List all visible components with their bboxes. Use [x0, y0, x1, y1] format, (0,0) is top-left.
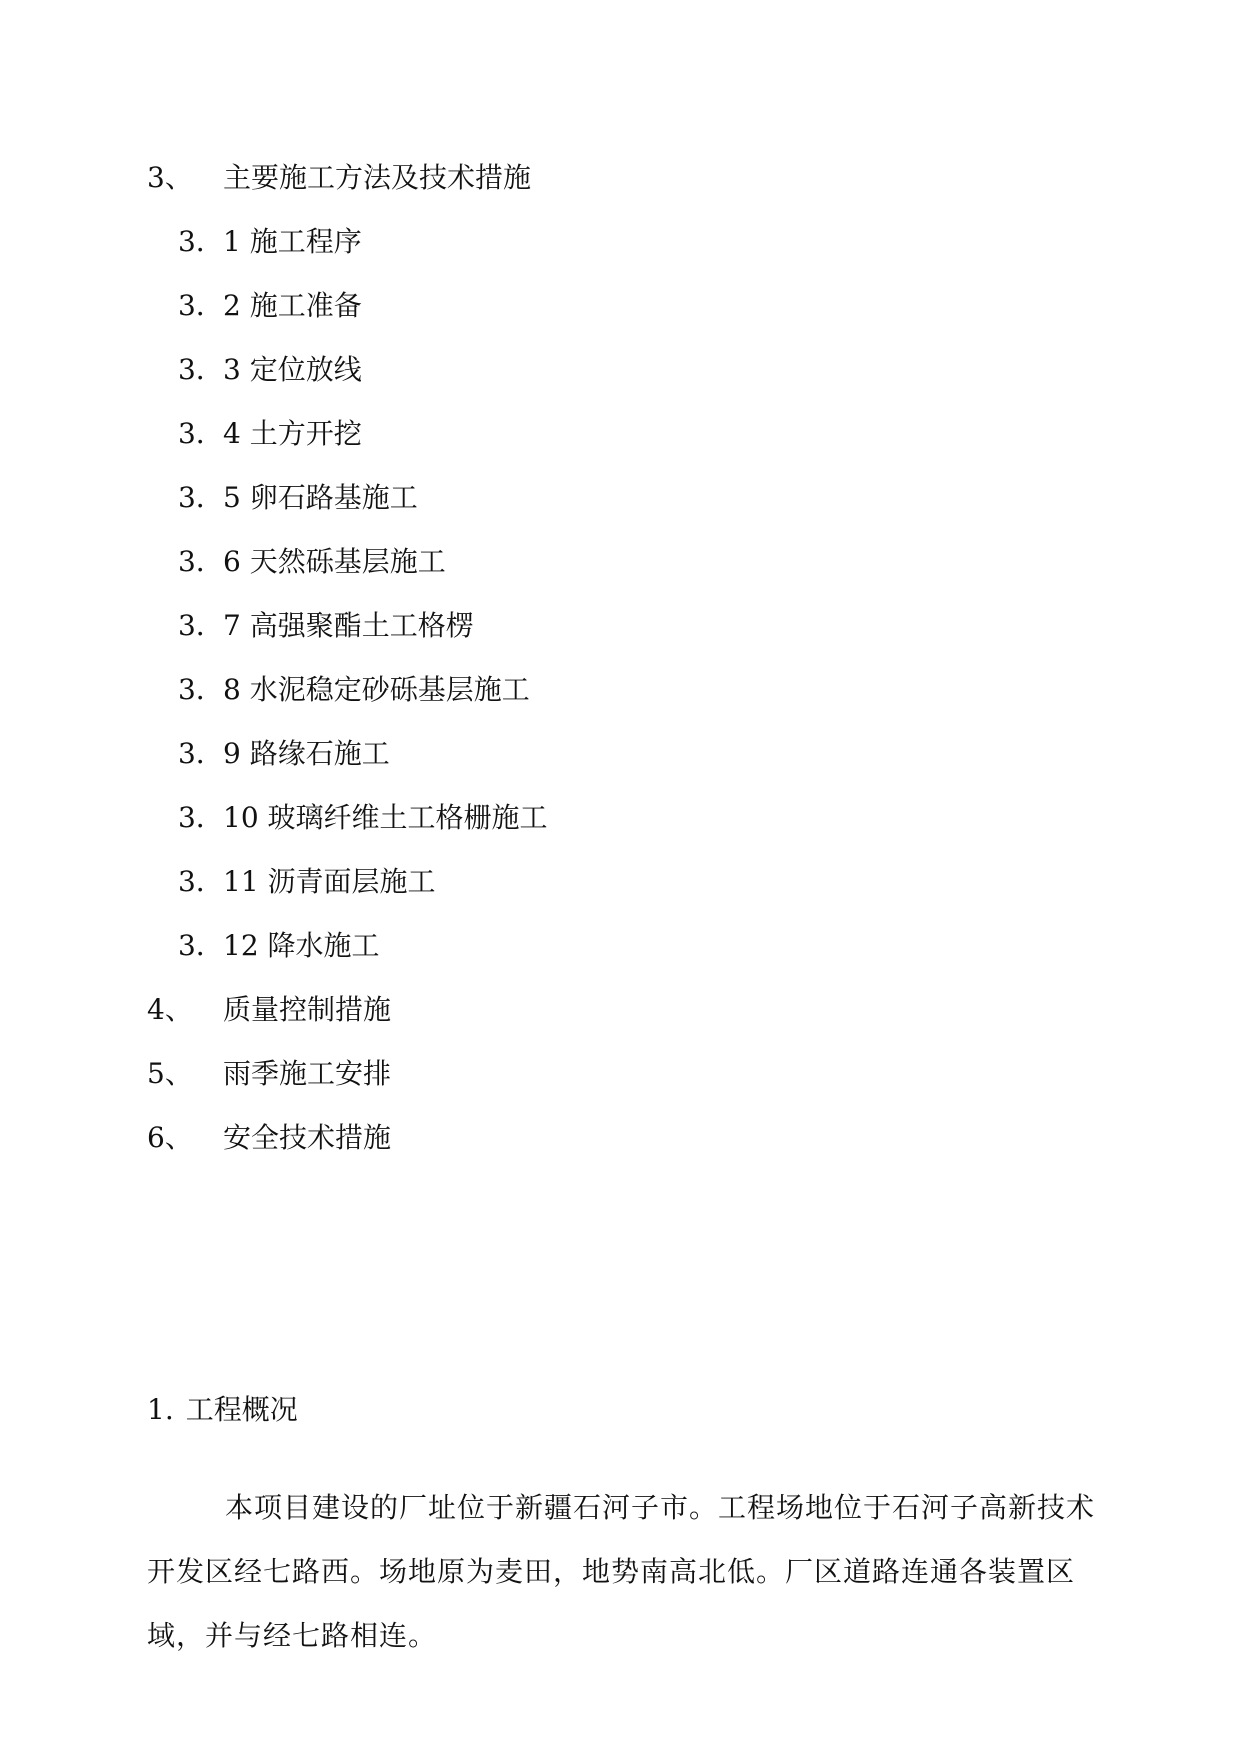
toc-item-number: 3． [178, 481, 224, 514]
toc-item-text: 9 路缘石施工 [223, 737, 390, 770]
toc-item-text: 主要施工方法及技术措施 [223, 161, 532, 194]
toc-item-number: 3． [178, 929, 224, 962]
toc-item-text: 11 沥青面层施工 [223, 865, 436, 898]
toc-item-number: 6、 [147, 1121, 193, 1154]
toc-item-text: 3 定位放线 [223, 353, 362, 386]
toc-item-number: 3． [178, 545, 224, 578]
toc-item-number: 3． [178, 673, 224, 706]
toc-item-text: 质量控制措施 [223, 993, 392, 1026]
toc-item-number: 3． [178, 865, 224, 898]
toc-item-text: 5 卵石路基施工 [223, 481, 418, 514]
toc-item-number: 3． [178, 289, 224, 322]
toc-item-number: 3． [178, 225, 224, 258]
toc-item-number: 3． [178, 737, 224, 770]
body-paragraph: 本项目建设的厂址位于新疆石河子市。工程场地位于石河子高新技术开发区经七路西。场地原为麦田，地势南高北低。厂区道路连通各装置区域，并与经七路相连。 [147, 1491, 1096, 1652]
toc-item-text: 10 玻璃纤维土工格栅施工 [223, 801, 548, 834]
toc-item-text: 安全技术措施 [223, 1121, 392, 1154]
toc-item-number: 4、 [147, 993, 193, 1026]
toc-item-text: 4 土方开挖 [223, 417, 362, 450]
toc-item-text: 8 水泥稳定砂砾基层施工 [223, 673, 530, 706]
toc-item-number: 3、 [147, 161, 193, 194]
toc-item-text: 1 施工程序 [223, 225, 362, 258]
section-number: 1. [147, 1393, 174, 1426]
toc-item-number: 3． [178, 353, 224, 386]
toc-item-text: 6 天然砾基层施工 [223, 545, 446, 578]
toc-item-number: 3． [178, 417, 224, 450]
toc-item-number: 5、 [147, 1057, 193, 1090]
toc-item-text: 雨季施工安排 [223, 1057, 392, 1090]
toc-item-text: 7 高强聚酯土工格楞 [223, 609, 474, 642]
toc-item-number: 3． [178, 609, 224, 642]
toc-item-number: 3． [178, 801, 224, 834]
toc-item-text: 12 降水施工 [223, 929, 380, 962]
section-heading [147, 1390, 298, 1430]
section-title: 工程概况 [185, 1393, 298, 1426]
toc-item-text: 2 施工准备 [223, 289, 362, 322]
